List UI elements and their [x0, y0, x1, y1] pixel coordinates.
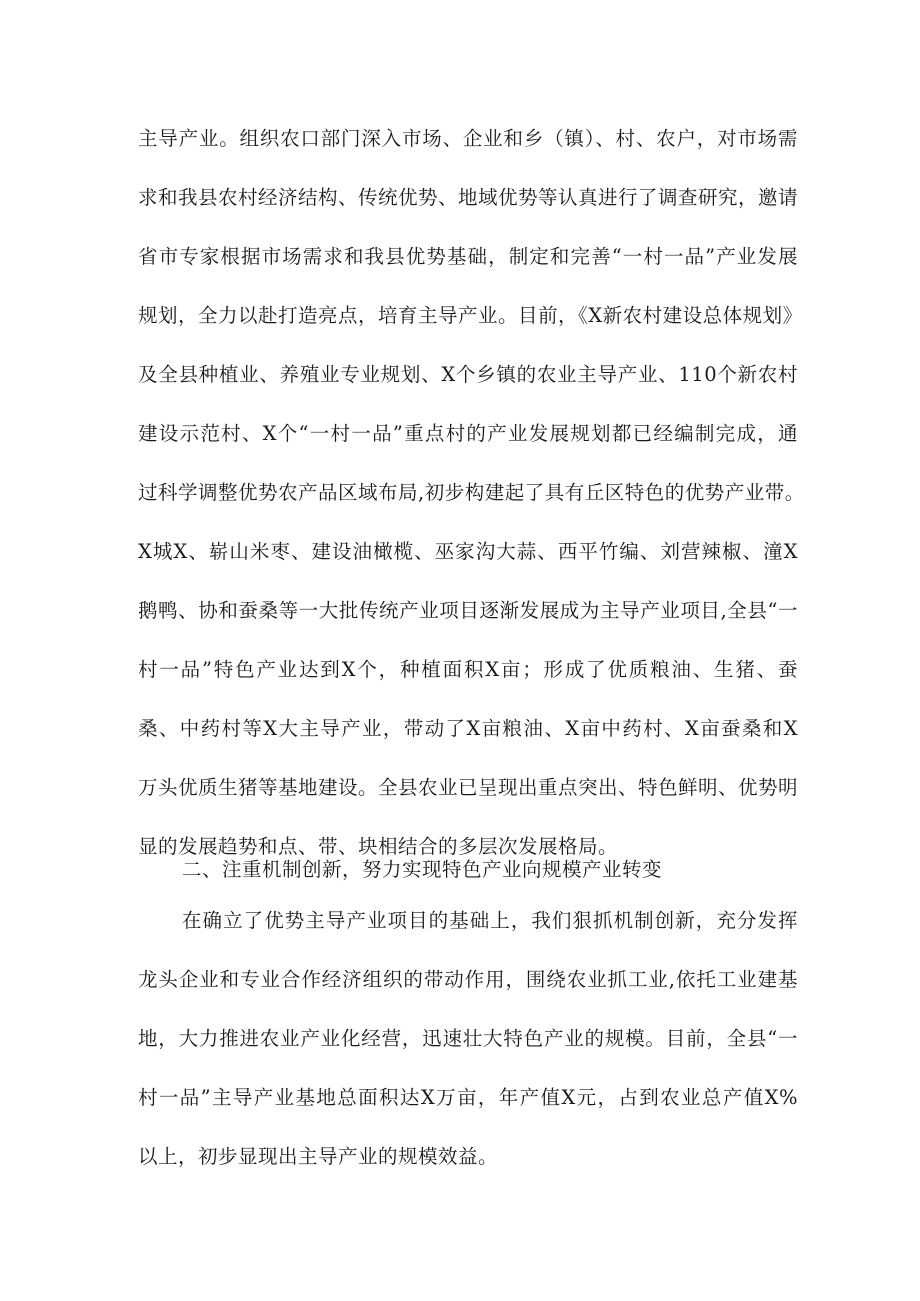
paragraph-2-line: 以上，初步显现出主导产业的规模效益。 — [138, 1145, 499, 1168]
paragraph-2-line: 龙头企业和专业合作经济组织的带动作用，围绕农业抓工业,依托工业建基 — [138, 968, 798, 991]
paragraph-1-line: 求和我县农村经济结构、传统优势、地域优势等认真进行了调查研究，邀请 — [138, 186, 799, 209]
paragraph-2-line: 地，大力推进农业产业化经营，迅速壮大特色产业的规模。目前，全县“一 — [138, 1027, 798, 1050]
section-heading: 二、注重机制创新，努力实现特色产业向规模产业转变 — [182, 858, 663, 881]
paragraph-1-line: 村一品”特色产业达到X个，种植面积X亩；形成了优质粮油、生猪、蚕 — [138, 658, 798, 681]
paragraph-1-line: 显的发展趋势和点、带、块相结合的多层次发展格局。 — [138, 835, 619, 858]
paragraph-1-line: 主导产业。组织农口部门深入市场、企业和乡（镇）、村、农户，对市场需 — [138, 127, 798, 150]
paragraph-2-line: 在确立了优势主导产业项目的基础上，我们狠抓机制创新，充分发挥 — [182, 909, 798, 932]
paragraph-1-line: 桑、中药村等X大主导产业，带动了X亩粮油、X亩中药村、X亩蚕桑和X — [138, 717, 798, 740]
paragraph-1-line: 省市专家根据市场需求和我县优势基础，制定和完善“一村一品”产业发展 — [138, 245, 798, 268]
paragraph-1-line: X城X、崭山米枣、建设油橄榄、巫家沟大蒜、西平竹编、刘营辣椒、潼X — [138, 540, 798, 563]
paragraph-1-line: 鹅鸭、协和蚕桑等一大批传统产业项目逐渐发展成为主导产业项目,全县“一 — [138, 599, 798, 622]
paragraph-1-line: 建设示范村、X个“一村一品”重点村的产业发展规划都已经编制完成，通 — [138, 422, 798, 445]
paragraph-2-line: 村一品”主导产业基地总面积达X万亩，年产值X元，占到农业总产值X% — [138, 1086, 798, 1109]
paragraph-1-line: 过科学调整优势农产品区域布局,初步构建起了具有丘区特色的优势产业带。 — [138, 481, 805, 504]
paragraph-1-line: 规划，全力以赴打造亮点，培育主导产业。目前，《X新农村建设总体规划》 — [138, 304, 803, 327]
paragraph-1-line: 及全县种植业、养殖业专业规划、X个乡镇的农业主导产业、110个新农村 — [138, 363, 798, 386]
paragraph-1-line: 万头优质生猪等基地建设。全县农业已呈现出重点突出、特色鲜明、优势明 — [138, 776, 799, 799]
